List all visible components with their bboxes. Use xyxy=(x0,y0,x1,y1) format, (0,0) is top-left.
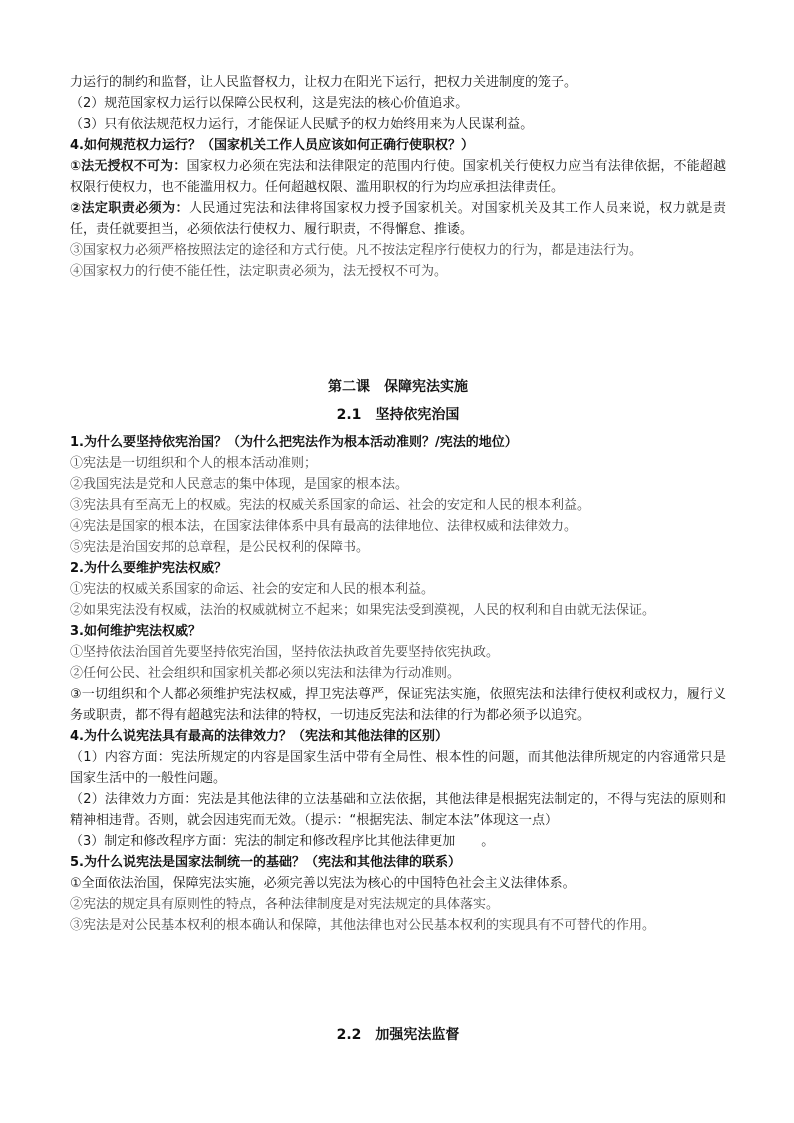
answer-item: ⑤宪法是治国安邦的总章程，是公民权利的保障书。 xyxy=(70,540,370,555)
question-heading: 5.为什么说宪法是国家法制统一的基础？（宪法和其他法律的联系） xyxy=(70,855,461,870)
answer-text: 人民通过宪法和法律将国家权力授予国家机关。对国家机关及其工作人员来说，权力就是责任，责任就要担当，必须依法行使权力、履行职责，不得懈怠、推诿。 xyxy=(70,201,726,237)
answer-item: ②任何公民、社会组织和国家机关都必须以宪法和法律为行动准则。 xyxy=(70,666,461,681)
answer-item: ③一切组织和个人都必须维护宪法权威，捍卫宪法尊严，保证宪法实施，依照宪法和法律行使权利或权力，履行义务或职责，都不得有超越宪法和法律的特权，一切违反宪法和法律的行为都必须予以追究。 xyxy=(70,687,726,723)
answer-item: ①坚持依法治国首先要坚持依宪治国，坚持依法执政首先要坚持依宪执政。 xyxy=(70,645,500,660)
question-heading: 4.为什么说宪法具有最高的法律效力？（宪法和其他法律的区别） xyxy=(70,729,448,744)
section-title: 2.2 加强宪法监督 xyxy=(336,1027,460,1043)
answer-item: ②宪法的规定具有原则性的特点，各种法律制度是对宪法规定的具体落实。 xyxy=(70,897,500,912)
document-page xyxy=(70,72,726,1046)
answer-item: （2）法律效力方面：宪法是其他法律的立法基础和立法依据，其他法律是根据宪法制定的，不得与宪法的原则和精神相违背。否则，就会因违宪而无效。（提示：“根据宪法、制定本法”体现这一点） xyxy=(70,792,726,828)
answer-item: ②我国宪法是党和人民意志的集中体现，是国家的根本法。 xyxy=(70,477,409,492)
answer-item: （1）内容方面：宪法所规定的内容是国家生活中带有全局性、根本性的问题，而其他法律所规定的内容通常只是国家生活中的一般性问题。 xyxy=(70,750,726,786)
answer-item: ③国家权力必须严格按照法定的途径和方式行使。凡不按法定程序行使权力的行为，都是违法行为。 xyxy=(70,243,643,258)
question-heading: 3.如何维护宪法权威？ xyxy=(70,624,201,639)
paragraph: 力运行的制约和监督，让人民监督权力，让权力在阳光下运行，把权力关进制度的笼子。 xyxy=(70,75,578,90)
answer-item: ③宪法是对公民基本权利的根本确认和保障，其他法律也对公民基本权利的实现具有不可替代的作用。 xyxy=(70,918,656,933)
answer-text: 国家权力必须在宪法和法律限定的范围内行使。国家机关行使权力应当有法律依据，不能超越权限行使权力，也不能滥用权力。任何超越权限、滥用职权的行为均应承担法律责任。 xyxy=(70,159,726,195)
answer-item: ①全面依法治国，保障宪法实施，必须完善以宪法为核心的中国特色社会主义法律体系。 xyxy=(70,876,576,891)
paragraph: （2）规范国家权力运行以保障公民权利，这是宪法的核心价值追求。 xyxy=(70,96,469,111)
answer-item: ①宪法的权威关系国家的命运、社会的安定和人民的根本利益。 xyxy=(70,582,435,597)
answer-item: ④宪法是国家的根本法，在国家法律体系中具有最高的法律地位、法律权威和法律效力。 xyxy=(70,519,578,534)
lesson-title: 第二课 保障宪法实施 xyxy=(328,379,468,395)
answer-lead: ②法定职责必须为： xyxy=(70,201,189,216)
section-title: 2.1 坚持依宪治国 xyxy=(336,407,460,423)
question-heading: 4.如何规范权力运行？（国家机关工作人员应该如何正确行使职权？） xyxy=(70,138,474,153)
answer-item: ②如果宪法没有权威，法治的权威就树立不起来；如果宪法受到漠视，人民的权利和自由就无法保证。 xyxy=(70,603,656,618)
answer-item: ①宪法是一切组织和个人的根本活动准则； xyxy=(70,456,318,471)
question-heading: 1.为什么要坚持依宪治国？（为什么把宪法作为根本活动准则？/宪法的地位） xyxy=(70,435,518,450)
answer-item: ③宪法具有至高无上的权威。宪法的权威关系国家的命运、社会的安定和人民的根本利益。 xyxy=(70,498,591,513)
answer-item: （3）制定和修改程序方面：宪法的制定和修改程序比其他法律更加 。 xyxy=(70,834,495,849)
question-heading: 2.为什么要维护宪法权威？ xyxy=(70,561,227,576)
answer-item xyxy=(70,198,726,240)
answer-item xyxy=(70,156,726,198)
answer-lead: ①法无授权不可为： xyxy=(70,159,187,174)
answer-item: ④国家权力的行使不能任性，法定职责必须为，法无授权不可为。 xyxy=(70,264,448,279)
paragraph: （3）只有依法规范权力运行，才能保证人民赋予的权力始终用来为人民谋利益。 xyxy=(70,117,534,132)
